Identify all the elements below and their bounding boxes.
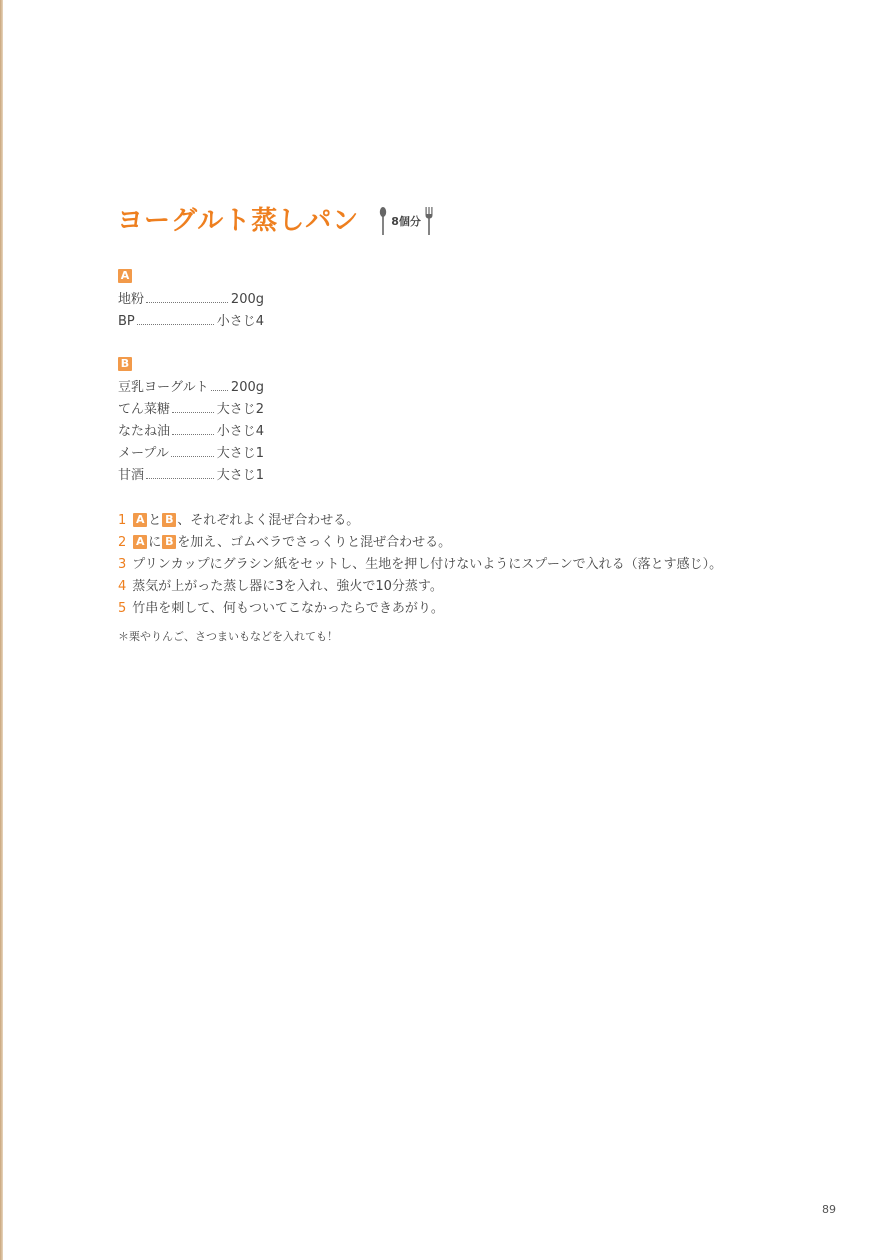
ingredient-row: [118, 311, 264, 333]
leader-dots: [172, 434, 214, 435]
step-text: と: [148, 513, 162, 528]
recipe-header: [117, 203, 433, 239]
step-number: 3: [118, 557, 127, 572]
step-text: 、それぞれよく混ぜ合わせる。: [177, 513, 360, 528]
leader-dots: [137, 324, 214, 325]
group-badge-b: B: [118, 357, 132, 371]
group-badge-a: A: [118, 269, 132, 283]
step-text: を加え、ゴムベラでさっくりと混ぜ合わせる。: [177, 535, 452, 550]
leader-dots: [171, 456, 214, 457]
servings-count: 8個分: [391, 215, 421, 228]
step-text: に: [148, 535, 162, 550]
ingredient-group-a: [118, 268, 264, 333]
ingredient-qty: 小さじ4: [216, 423, 264, 439]
ingredient-name: 甘酒: [118, 467, 145, 483]
ingredient-name: てん菜糖: [118, 401, 171, 417]
ingredient-name: 豆乳ヨーグルト: [118, 379, 209, 395]
ingredient-group-b: [118, 356, 264, 487]
ingredient-qty: 小さじ4: [216, 313, 264, 329]
leader-dots: [146, 302, 228, 303]
step-text: プリンカップにグラシン紙をセットし、生地を押し付けないようにスプーンで入れる（落とす感じ）。: [132, 557, 723, 572]
ingredient-name: なたね油: [118, 423, 171, 439]
ingredient-name: BP: [118, 313, 135, 329]
group-badge-b: B: [162, 513, 176, 527]
leader-dots: [172, 412, 214, 413]
ingredient-row: [118, 421, 264, 443]
instruction-steps: [118, 510, 858, 646]
ingredient-name: 地粉: [118, 291, 145, 307]
recipe-title: ヨーグルト蒸しパン: [117, 206, 360, 236]
step-4: [118, 576, 858, 598]
step-text: 蒸気が上がった蒸し器に3を入れ、強火で10分蒸す。: [132, 579, 443, 594]
ingredient-row: [118, 399, 264, 421]
step-number: 1: [118, 513, 127, 528]
step-text: 竹串を刺して、何もついてこなかったらできあがり。: [132, 601, 444, 616]
ingredient-qty: 200g: [230, 291, 264, 307]
group-badge-b: B: [162, 535, 176, 549]
recipe-note: ＊栗やりんご、さつまいもなどを入れても！: [118, 630, 338, 643]
step-number: 2: [118, 535, 127, 550]
ingredient-qty: 大さじ1: [216, 445, 264, 461]
group-badge-a: A: [133, 535, 147, 549]
step-2: [118, 532, 858, 554]
page-spine-edge: [0, 0, 3, 1260]
page-number: 89: [822, 1203, 836, 1216]
step-number: 4: [118, 579, 127, 594]
leader-dots: [211, 390, 228, 391]
ingredient-qty: 大さじ1: [216, 467, 264, 483]
leader-dots: [146, 478, 214, 479]
ingredient-row: [118, 289, 264, 311]
ingredient-qty: 大さじ2: [216, 401, 264, 417]
servings-tag: [379, 206, 433, 236]
group-badge-a: A: [133, 513, 147, 527]
ingredient-name: メープル: [118, 445, 169, 461]
ingredient-row: [118, 443, 264, 465]
spoon-icon: [379, 206, 387, 236]
ingredient-row: [118, 377, 264, 399]
step-5: [118, 598, 858, 620]
step-3: [118, 554, 858, 576]
step-1: [118, 510, 858, 532]
ingredient-row: [118, 465, 264, 487]
ingredient-qty: 200g: [230, 379, 264, 395]
step-number: 5: [118, 601, 127, 616]
fork-icon: [425, 206, 433, 236]
